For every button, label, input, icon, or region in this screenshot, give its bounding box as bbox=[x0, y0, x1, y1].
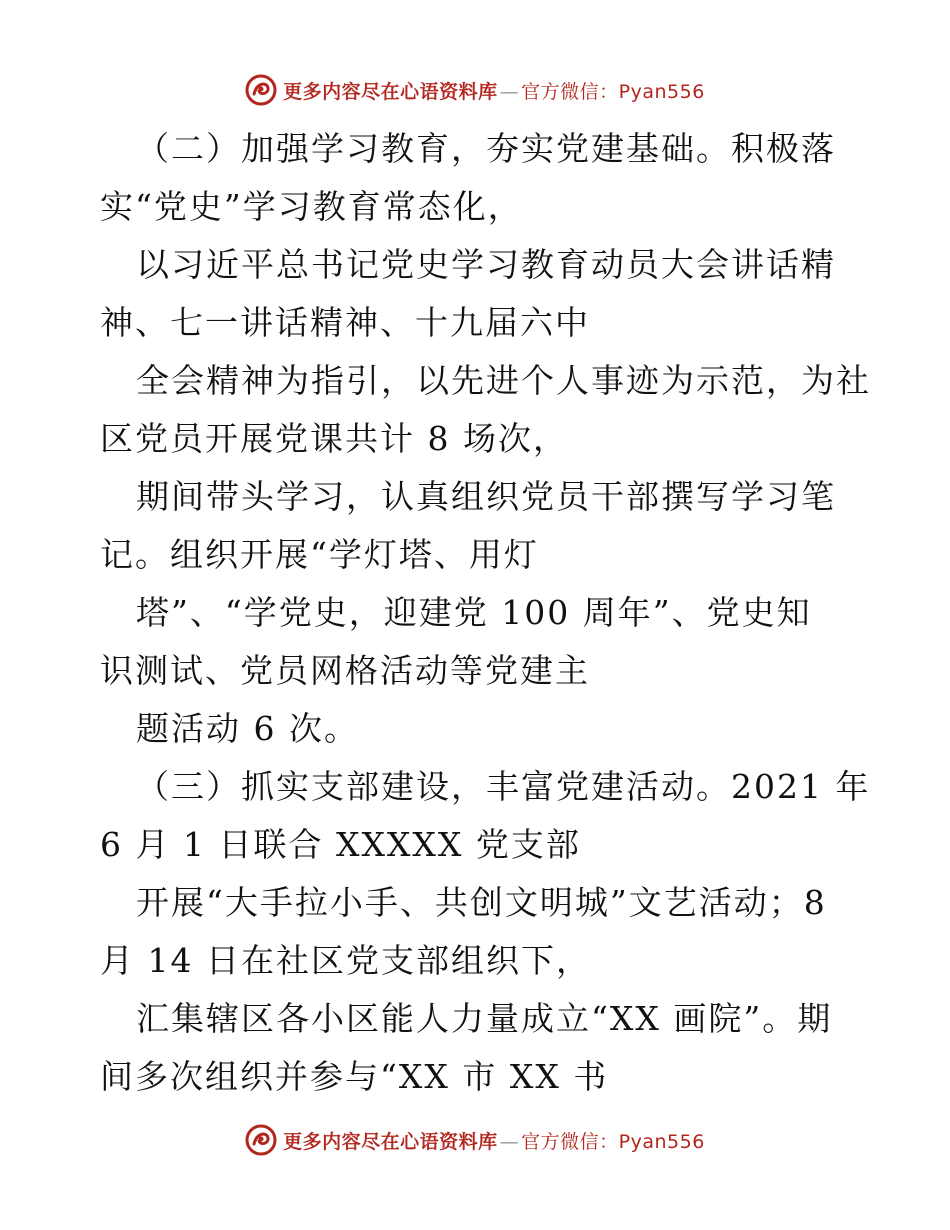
paragraph-line: 题活动 6 次。 bbox=[136, 709, 359, 748]
header-banner bbox=[0, 70, 950, 110]
paragraph-line: 识测试、党员网格活动等党建主 bbox=[100, 651, 590, 690]
paragraph-line: 区党员开展党课共计 8 场次， bbox=[100, 419, 568, 458]
header-banner-wechat: 官方微信：Pyan556 bbox=[521, 80, 705, 103]
paragraph-line: 全会精神为指引，以先进个人事迹为示范，为社 bbox=[136, 361, 871, 400]
footer-banner-separator: — bbox=[499, 1130, 520, 1153]
paragraph-line: 以习近平总书记党史学习教育动员大会讲话精 bbox=[136, 245, 836, 284]
paragraph-line: 月 14 日在社区党支部组织下， bbox=[100, 941, 591, 980]
header-banner-title: 更多内容尽在心语资料库 bbox=[283, 80, 498, 103]
paragraph-line: 实“党史”学习教育常态化， bbox=[100, 187, 523, 226]
footer-banner-text bbox=[283, 1127, 705, 1154]
red-swirl-logo-icon bbox=[245, 74, 277, 106]
paragraph-line: 开展“大手拉小手、共创文明城”文艺活动；8 bbox=[136, 883, 827, 922]
paragraph-line: 6 月 1 日联合 XXXXX 党支部 bbox=[100, 825, 581, 864]
paragraph-line: 期间带头学习，认真组织党员干部撰写学习笔 bbox=[136, 477, 836, 516]
footer-banner-inner bbox=[245, 1124, 705, 1156]
footer-banner-wechat: 官方微信：Pyan556 bbox=[521, 1130, 705, 1153]
paragraph-line: 记。组织开展“学灯塔、用灯 bbox=[100, 535, 539, 574]
document-body bbox=[100, 120, 871, 1106]
paragraph-line: 间多次组织并参与“XX 市 XX 书 bbox=[100, 1057, 609, 1096]
footer-banner bbox=[0, 1120, 950, 1160]
header-banner-text bbox=[283, 77, 705, 104]
paragraph-line: 神、七一讲话精神、十九届六中 bbox=[100, 303, 590, 342]
header-banner-inner bbox=[245, 74, 705, 106]
paragraph-line: （二）加强学习教育，夯实党建基础。积极落 bbox=[136, 129, 836, 168]
red-swirl-logo-icon bbox=[245, 1124, 277, 1156]
paragraph-line: 塔”、“学党史，迎建党 100 周年”、党史知 bbox=[136, 593, 812, 632]
paragraph-line: （三）抓实支部建设，丰富党建活动。2021 年 bbox=[136, 767, 871, 806]
footer-banner-title: 更多内容尽在心语资料库 bbox=[283, 1130, 498, 1153]
paragraph-line: 汇集辖区各小区能人力量成立“XX 画院”。期 bbox=[136, 999, 833, 1038]
header-banner-separator: — bbox=[499, 80, 520, 103]
